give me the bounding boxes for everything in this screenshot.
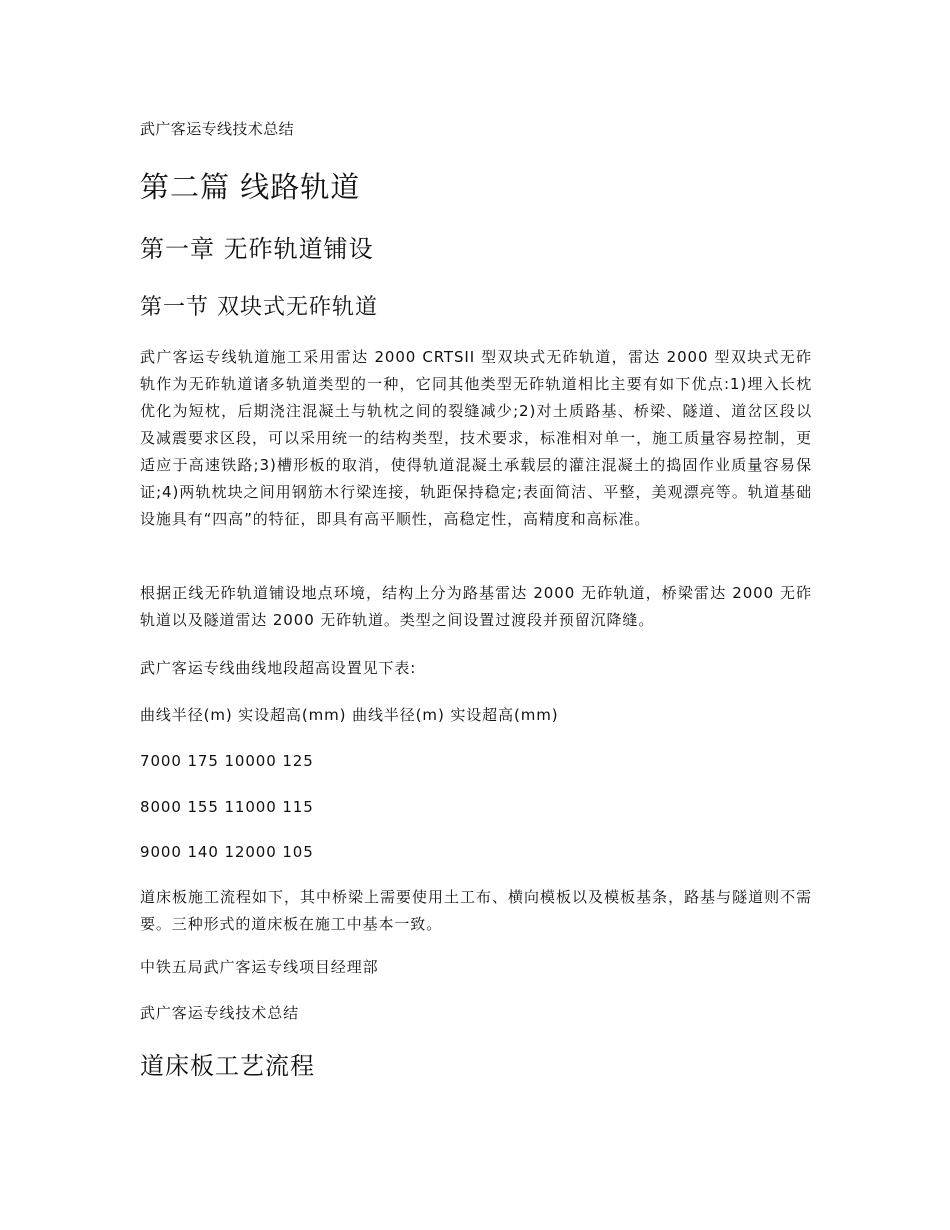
table-row: 7000 175 10000 125 xyxy=(140,752,314,770)
part-title: 第二篇 线路轨道 xyxy=(140,170,361,204)
table-header-row: 曲线半径(m) 实设超高(mm) 曲线半径(m) 实设超高(mm) xyxy=(140,706,559,724)
paragraph-advantages: 武广客运专线轨道施工采用雷达 2000 CRTSII 型双块式无砟轨道，雷达 2000 型双块式无砟轨作为无砟轨道诸多轨道类型的一种，它同其他类型无砟轨道相比主要有如下优点:1)埋入长枕优化为短枕，后期浇注混凝土与轨枕之间的裂缝减少;2)对土质路基、桥梁、隧道、道岔区段以及减震要求区段，可以采用统一的结构类型，技术要求，标准相对单一，施工质量容易控制，更适应于高速铁路;3)槽形板的取消，使得轨道混凝土承载层的灌注混凝土的捣固作业质量容易保证;4)两轨枕块之间用钢筋木行梁连接，轨距保持稳定;表面简洁、平整，美观漂亮等。轨道基础设施具有“四高”的特征，即具有高平顺性，高稳定性，高精度和高标准。 xyxy=(140,348,812,528)
footer-company: 中铁五局武广客运专线项目经理部 xyxy=(140,958,379,976)
paragraph-construction-flow: 道床板施工流程如下，其中桥梁上需要使用土工布、横向模板以及模板基条，路基与隧道则不需要。三种形式的道床板在施工中基本一致。 xyxy=(140,888,812,933)
section-title: 第一节 双块式无砟轨道 xyxy=(140,295,378,320)
paragraph-table-intro: 武广客运专线曲线地段超高设置见下表: xyxy=(140,659,417,677)
table-row: 8000 155 11000 115 xyxy=(140,798,314,816)
next-section-title: 道床板工艺流程 xyxy=(140,1052,315,1080)
running-header-2: 武广客运专线技术总结 xyxy=(140,1004,300,1022)
table-row: 9000 140 12000 105 xyxy=(140,843,314,861)
paragraph-structure-types: 根据正线无砟轨道铺设地点环境，结构上分为路基雷达 2000 无砟轨道，桥梁雷达 2000 无砟轨道以及隧道雷达 2000 无砟轨道。类型之间设置过渡段并预留沉降缝。 xyxy=(140,584,812,629)
chapter-title: 第一章 无砟轨道铺设 xyxy=(140,235,374,263)
running-header: 武广客运专线技术总结 xyxy=(140,120,295,138)
